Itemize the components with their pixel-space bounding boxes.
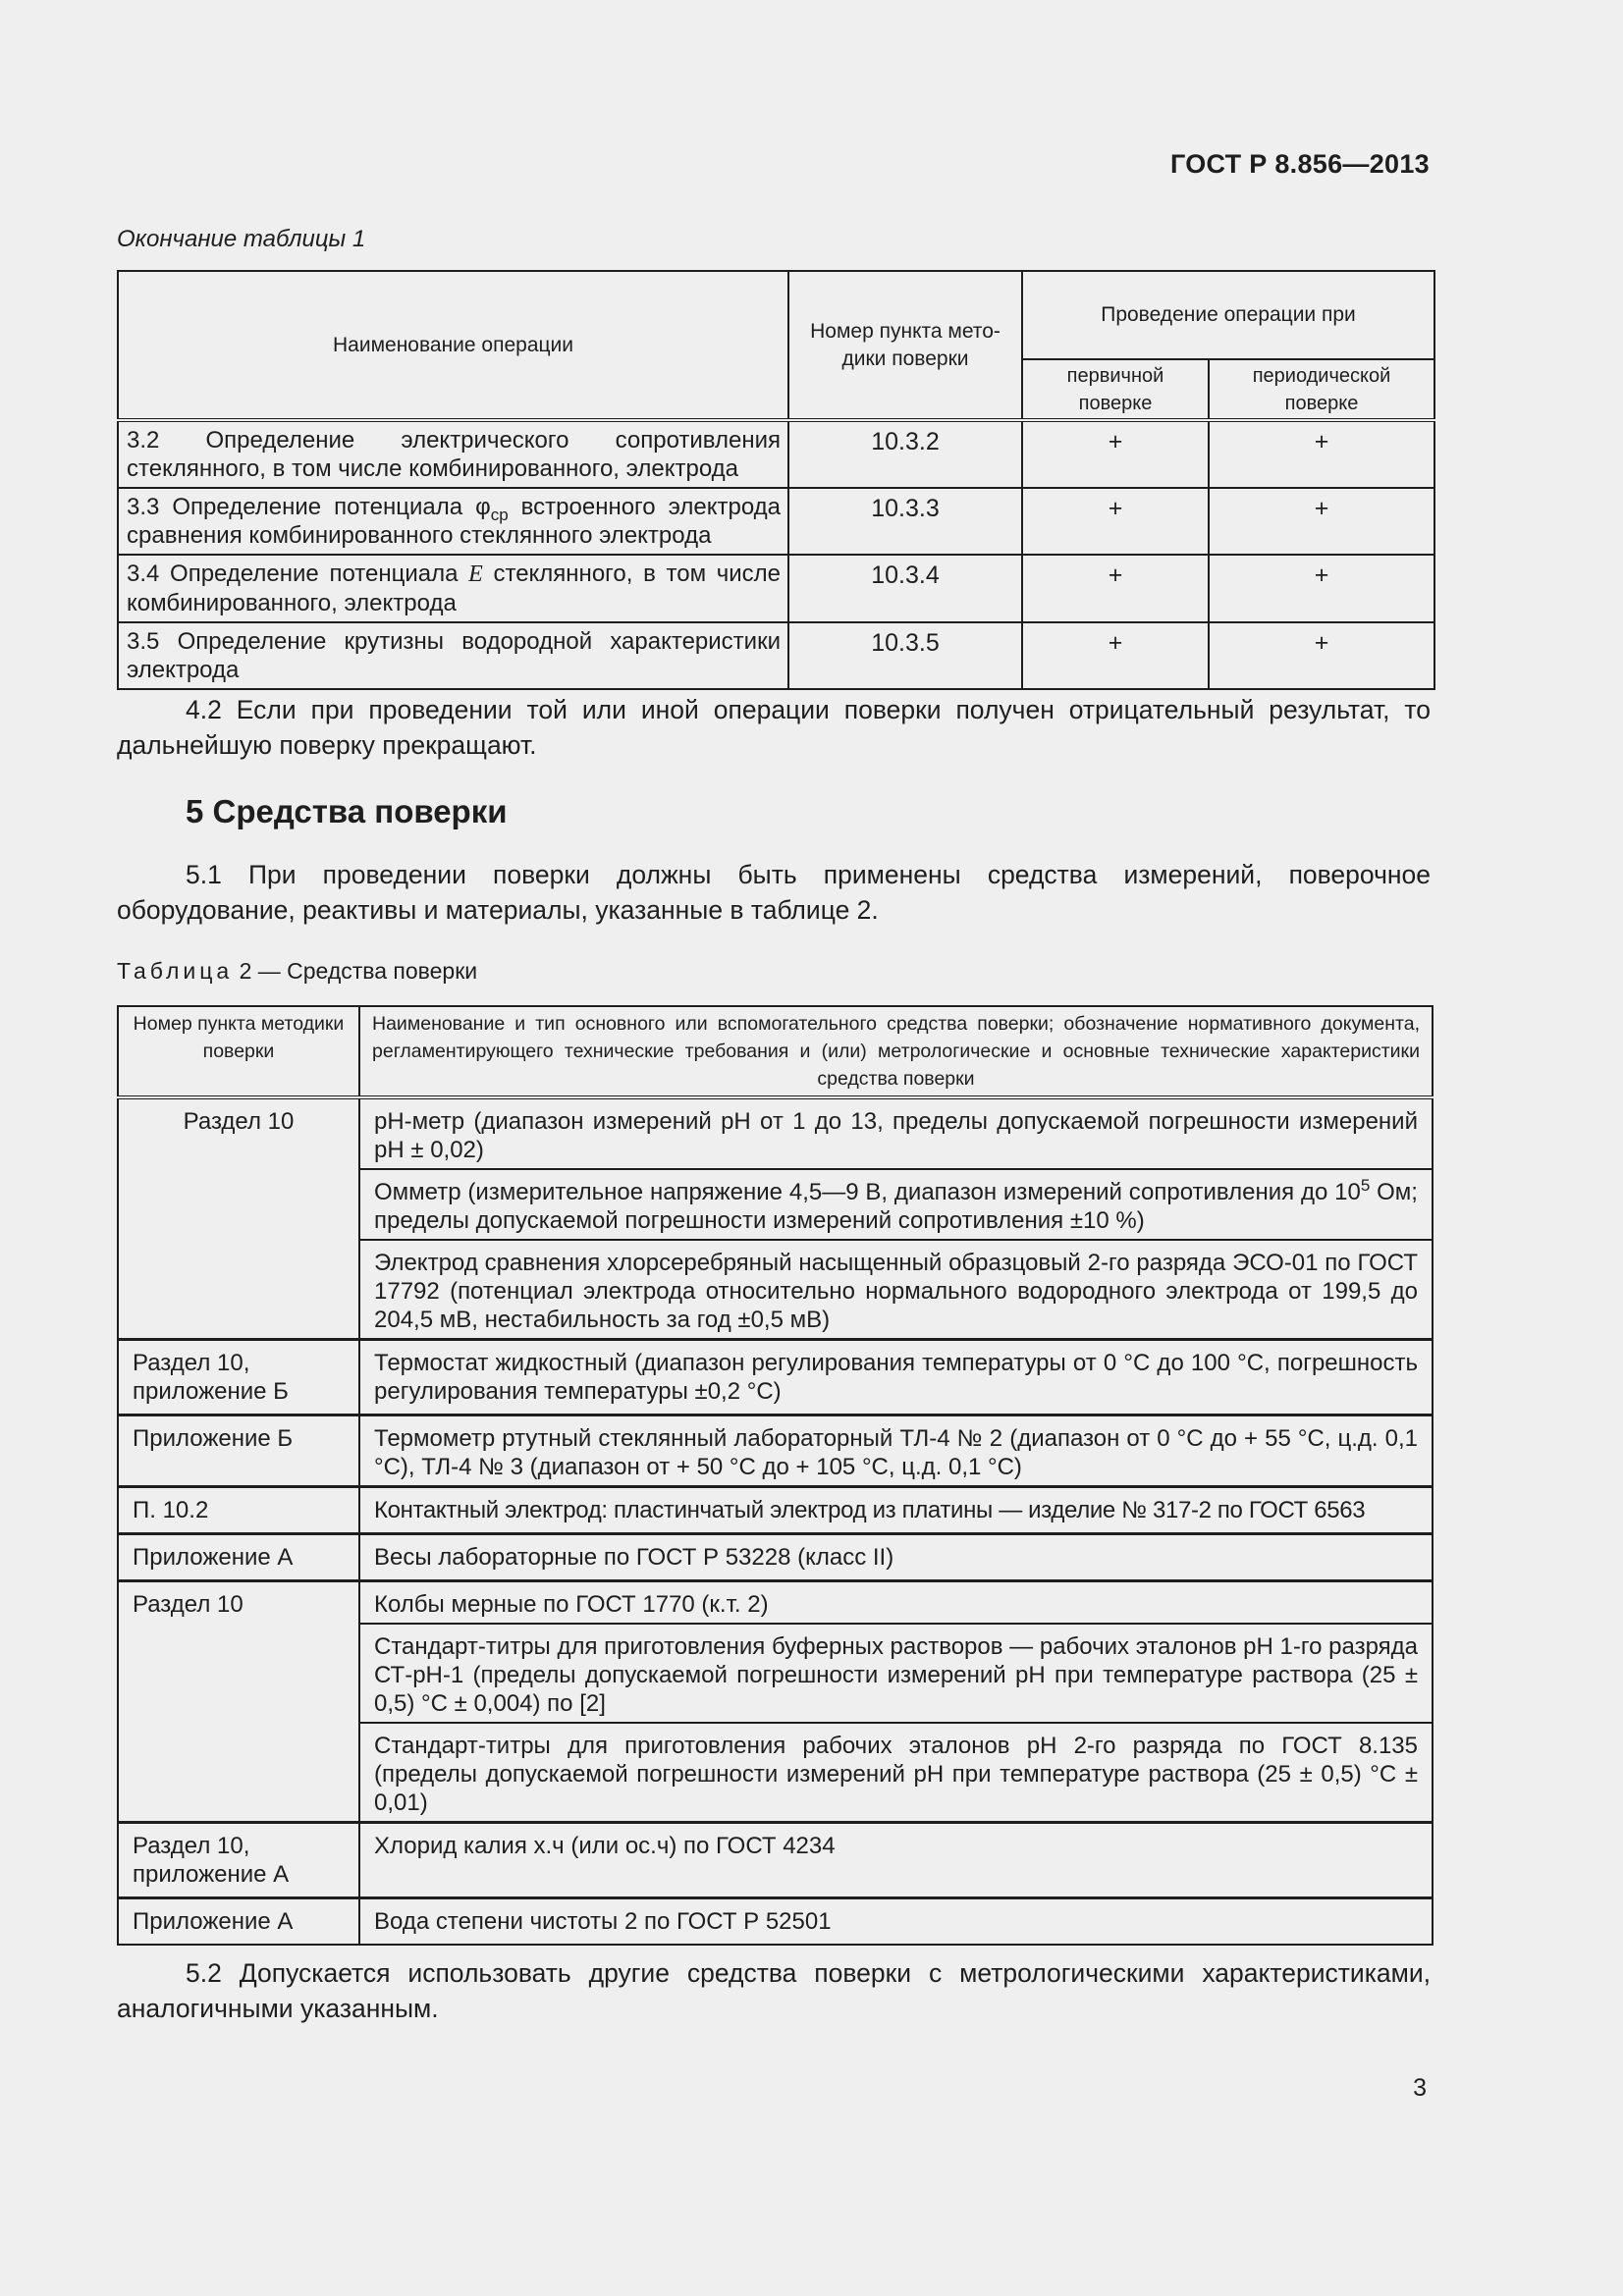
table-row — [118, 1823, 1433, 1898]
table2-item: Омметр (измерительное напряжение 4,5—9 В, диапазон измерений сопротивления до $10^5$ Ом; пределы допускаемой погрешности измерений сопротивления ±10 %) — [359, 1169, 1433, 1240]
table2-item: Весы лабораторные по ГОСТ Р 53228 (класс II) — [359, 1534, 1433, 1581]
table2 — [117, 1005, 1434, 1946]
table2-item: Вода степени чистоты 2 по ГОСТ Р 52501 — [359, 1898, 1433, 1946]
table2-item: Контактный электрод: пластинчатый электрод из платины — изделие № 317-2 по ГОСТ 6563 — [359, 1487, 1433, 1534]
table1-primary-mark: + — [1022, 420, 1209, 488]
table1-op-name: 3.3 Определение потенциала $\varphi_{ср}$ встроенного электрода сравнения комбинированного стеклянного электрода — [118, 488, 788, 555]
table1-primary-mark: + — [1022, 622, 1209, 689]
table1 — [117, 270, 1435, 690]
table2-ref: Раздел 10, приложение А — [118, 1823, 359, 1898]
table-row — [118, 1898, 1433, 1946]
table1-op-name: 3.4 Определение потенциала E стеклянного, в том числе комбинированного, электрода — [118, 555, 788, 622]
table-row — [118, 1487, 1433, 1534]
table1-op-name: 3.2 Определение электрического сопротивления стеклянного, в том числе комбинированного, электрода — [118, 420, 788, 488]
table2-item: Стандарт-титры для приготовления рабочих эталонов рН 2-го разряда по ГОСТ 8.135 (пределы допускаемой погрешности измерений рН при температуре раствора (25 ± 0,5) °С ± 0,01) — [359, 1723, 1433, 1823]
paragraph-5-1: 5.1 При проведении поверки должны быть применены средства измерений, поверочное оборудование, реактивы и материалы, указанные в таблице 2. — [117, 860, 1431, 925]
table1-op-number: 10.3.2 — [788, 420, 1022, 488]
table-row — [118, 1340, 1433, 1415]
table1-periodic-mark: + — [1209, 555, 1434, 622]
table2-ref: Приложение Б — [118, 1415, 359, 1487]
table1-primary-mark: + — [1022, 488, 1209, 555]
table2-item: рН-метр (диапазон измерений рН от 1 до 13, пределы допускаемой погрешности измерений рН ± 0,02) — [359, 1097, 1433, 1169]
table2-item: Термостат жидкостный (диапазон регулирования температуры от 0 °С до 100 °С, погрешность регулирования температуры ±0,2 °С) — [359, 1340, 1433, 1415]
table2-ref: Раздел 10, приложение Б — [118, 1340, 359, 1415]
table-row — [118, 1534, 1433, 1581]
table2-ref: Раздел 10 — [118, 1097, 359, 1340]
table2-ref: Раздел 10 — [118, 1581, 359, 1823]
table2-header-col2: Наименование и тип основного или вспомогательного средства поверки; обозначение нормативного документа, регламентирующего технические требования и (или) метрологические и основные технические характеристики средства поверки — [359, 1006, 1433, 1097]
table1-primary-mark: + — [1022, 555, 1209, 622]
paragraph-5-2: 5.2 Допускается использовать другие средства поверки с метрологическими характеристиками, аналогичными указанным. — [117, 1958, 1431, 2023]
table1-op-number: 10.3.5 — [788, 622, 1022, 689]
table2-item: Хлорид калия х.ч (или ос.ч) по ГОСТ 4234 — [359, 1823, 1433, 1898]
table2-ref: Приложение А — [118, 1534, 359, 1581]
table1-row — [118, 555, 1434, 622]
table2-item: Колбы мерные по ГОСТ 1770 (к.т. 2) — [359, 1581, 1433, 1625]
table1-header-conduct: Проведение операции при — [1022, 271, 1434, 359]
table1-op-number: 10.3.4 — [788, 555, 1022, 622]
table1-periodic-mark: + — [1209, 622, 1434, 689]
table2-header-col1: Номер пункта методики поверки — [118, 1006, 359, 1097]
table-row — [118, 1415, 1433, 1487]
table1-op-name: 3.5 Определение крутизны водородной характеристики электрода — [118, 622, 788, 689]
page-number: 3 — [1413, 2074, 1427, 2102]
table1-header-name: Наименование операции — [118, 271, 788, 420]
table2-caption: Таблица 2 — Средства поверки — [117, 958, 478, 984]
table1-caption: Окончание таблицы 1 — [117, 226, 366, 252]
paragraph-4-2: 4.2 Если при проведении той или иной операции поверки получен отрицательный результат, то дальнейшую поверку прекращают. — [117, 695, 1431, 760]
table2-item: Электрод сравнения хлорсеребряный насыщенный образцовый 2-го разряда ЭСО-01 по ГОСТ 17792 (потенциал электрода относительно нормального водородного электрода от 199,5 до 204,5 мВ, нестабильность за год ±0,5 мВ) — [359, 1240, 1433, 1340]
table2-item: Термометр ртутный стеклянный лабораторный ТЛ-4 № 2 (диапазон от 0 °С до + 55 °С, ц.д. 0,1 °С), ТЛ-4 № 3 (диапазон от + 50 °С до + 105 °С, ц.д. 0,1 °С) — [359, 1415, 1433, 1487]
table1-header-number: Номер пункта мето-дики поверки — [788, 271, 1022, 420]
table2-ref: П. 10.2 — [118, 1487, 359, 1534]
table1-periodic-mark: + — [1209, 420, 1434, 488]
table1-op-number: 10.3.3 — [788, 488, 1022, 555]
table1-header-primary: первичной поверке — [1022, 359, 1209, 420]
table-row — [118, 1581, 1433, 1625]
table1-header-periodic: периодической поверке — [1209, 359, 1434, 420]
table2-ref: Приложение А — [118, 1898, 359, 1946]
table1-periodic-mark: + — [1209, 488, 1434, 555]
section-5-title: 5 Средства поверки — [186, 793, 508, 829]
table1-row — [118, 420, 1434, 488]
table2-item: Стандарт-титры для приготовления буферных растворов — рабочих эталонов рН 1-го разряда СТ-рН-1 (пределы допускаемой погрешности измерений рН при температуре раствора (25 ± 0,5) °С ± 0,004) по [2] — [359, 1624, 1433, 1723]
table1-row — [118, 622, 1434, 689]
table1-row — [118, 488, 1434, 555]
document-code: ГОСТ Р 8.856—2013 — [1169, 149, 1430, 179]
table-row — [118, 1097, 1433, 1169]
